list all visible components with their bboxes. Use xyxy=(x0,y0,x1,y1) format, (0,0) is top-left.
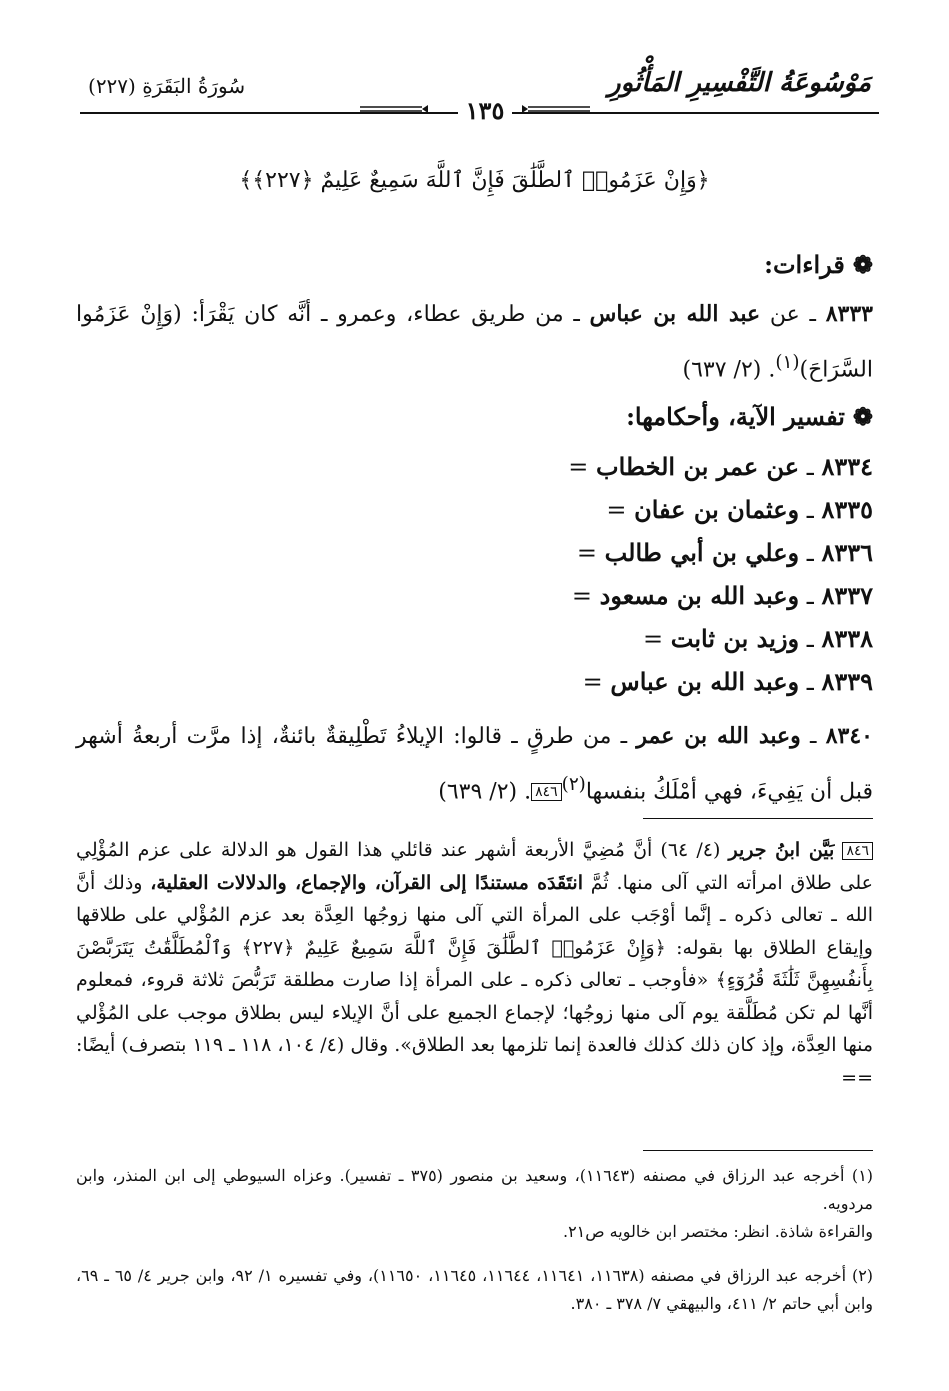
narration-text: ـ عن xyxy=(769,302,816,327)
narration-dash: ـ xyxy=(806,539,814,567)
footnote-1 xyxy=(76,1162,873,1246)
narrator-name: وزيد بن ثابت xyxy=(670,624,800,653)
narration-number: ٨٣٤٠ xyxy=(825,723,873,749)
footnote-2-text: (٢) أخرجه عبد الرزاق في مصنفه (١١٦٣٨، ١١٦٤١، ١١٦٤٤، ١١٦٤٥، ١١٦٥٠)، وفي تفسيره ١/ ٩٢، وابن جرير ٤/ ٦٥ ـ ٦٩، وابن أبي حاتم ٢/ ٤١١، والبيهقي ٧/ ٣٧٨ ـ ٣٨٠. xyxy=(76,1266,874,1313)
quran-quote: ﴿وَإِنْ عَزَمُوا۟ ٱلطَّلَٰقَ فَإِنَّ ٱللَّهَ سَمِيعٌ عَلِيمٌ ﴿٢٢٧﴾ وَٱلْمُطَلَّقَٰتُ يَتَرَبَّصْنَ بِأَنفُسِهِنَّ ثَلَٰثَةَ قُرُوٓءٍ﴾ xyxy=(76,936,873,991)
qiraat-heading-text: قراءات: xyxy=(764,250,845,279)
narration-line xyxy=(568,452,873,481)
narrator-name: وعبد الله بن مسعود xyxy=(599,581,800,610)
tafsir-heading-text: تفسير الآية، وأحكامها: xyxy=(626,402,845,431)
narration-number: ٨٣٣٩ xyxy=(821,667,873,696)
narration-number: ٨٣٣٧ xyxy=(821,581,873,610)
commentary-box-marker[interactable]: ٨٤٦ xyxy=(531,783,562,801)
footnote-marker: (٢) xyxy=(561,774,586,795)
ornament-right-icon xyxy=(520,103,590,115)
commentary-separator xyxy=(643,818,873,819)
narration-number: ٨٣٣٥ xyxy=(821,495,873,524)
narration-number: ٨٣٣٦ xyxy=(821,538,873,567)
volume-reference: . (٢/ ٦٣٩) xyxy=(438,779,532,805)
narration-text: ـ من طريق عطاء، وعمرو ـ أنَّه كان يَقْرَأ: (وَإِنْ عَزَمُوا السَّرَاحَ) xyxy=(76,302,873,383)
continuation-mark: = xyxy=(571,582,592,610)
continuation-mark: = xyxy=(643,625,664,653)
narrator-name: وعبد الله بن عمر xyxy=(636,723,801,749)
narration-line xyxy=(606,495,873,524)
footnote-1-note: والقراءة شاذة. انظر: مختصر ابن خالويه ص٢١. xyxy=(562,1222,873,1241)
footnotes-separator xyxy=(643,1150,873,1151)
narration-dash: ـ xyxy=(806,668,814,696)
commentary-bold: انتَقَدَه مستندًا إلى القرآن، والإجماع، والدلالات العقلية، xyxy=(150,871,583,894)
commentary-text: (٤/ ٦٤) أنَّ مُضِيَّ الأربعة أشهر عند قائلي هذا القول هو الدلالة على عزم المُؤْلِي على طلاق امرأته التي آلى منها. ثُمَّ xyxy=(76,839,873,894)
qiraat-heading xyxy=(764,250,873,279)
flower-ornament-icon: ❁ xyxy=(852,250,873,279)
continuation-mark: = xyxy=(606,496,627,524)
narrator-name: وعبد الله بن عباس xyxy=(610,667,800,696)
narration-text: ـ xyxy=(810,724,817,749)
flower-ornament-icon: ❁ xyxy=(852,402,873,431)
narration-dash: ـ xyxy=(806,625,814,653)
volume-reference: . (٢/ ٦٣٧) xyxy=(682,357,776,383)
narration-number: ٨٣٣٣ xyxy=(825,301,873,327)
continuation-mark: = xyxy=(568,453,589,481)
continuation-mark: = xyxy=(576,539,597,567)
header-book-title: مَوْسُوعَةُ التَّفْسِيرِ المَأْثُورِ xyxy=(608,68,871,98)
qiraat-paragraph xyxy=(76,290,873,394)
narration-line xyxy=(583,667,873,696)
narration-dash: ـ xyxy=(806,453,814,481)
tafsir-heading xyxy=(626,402,873,431)
commentary-bold: بَيَّن ابنُ جرير xyxy=(728,839,835,861)
footnote-1-text: (١) أخرجه عبد الرزاق في مصنفه (١١٦٤٣)، وسعيد بن منصور (٣٧٥ ـ تفسير). وعزاه السيوطي إلى ابن المنذر، وابن مردويه. xyxy=(76,1166,874,1213)
narrator-name: وعلي بن أبي طالب xyxy=(604,538,800,567)
narration-line xyxy=(577,538,873,567)
narration-line xyxy=(572,581,873,610)
narration-text: ـ من طرقٍ ـ قالوا: الإيلاءُ تَطْلِيقةٌ بائنةٌ، إذا مرَّت أربعةُ أشهر قبل أن يَفِيءَ، فهي أمْلَكُ بنفسها xyxy=(76,724,873,805)
commentary-text: «فأوجب ـ تعالى ذكره ـ على المرأة إذا صارت مطلقة تَرَبُّصَ ثلاثة قروء، فمعلوم أنَّها لم تكن مُطَلَّقة يوم آلى منها زوجُها؛ لإجماع الجميع على أنَّ الإيلاء ليس بطلاق موجب على المُؤْلي منها العِدَّة، وإذ كان ذلك كذلك فالعدة إنما تلزمها بعد الطلاق». وقال (٤/ ١٠٤، ١١٨ ـ ١١٩ بتصرف) أيضًا: == xyxy=(76,969,873,1089)
narration-dash: ـ xyxy=(806,582,814,610)
commentary-box-marker: ٨٤٦ xyxy=(842,842,873,860)
commentary-note xyxy=(76,834,873,1094)
narration-number: ٨٣٣٤ xyxy=(821,452,873,481)
narration-line xyxy=(643,624,873,653)
page-number: ١٣٥ xyxy=(458,96,513,125)
verse-heading: ﴿وَإِنْ عَزَمُوا۟ ٱلطَّلَٰقَ فَإِنَّ ٱللَّهَ سَمِيعٌ عَلِيمٌ ﴿٢٢٧﴾﴾ xyxy=(239,168,710,193)
narrator-name: وعثمان بن عفان xyxy=(634,495,800,524)
ornament-left-icon xyxy=(360,103,430,115)
continuation-mark: = xyxy=(582,668,603,696)
narration-8340 xyxy=(76,712,873,816)
narration-dash: ـ xyxy=(806,496,814,524)
header-surah-title: سُورَةُ البَقَرَةِ (٢٢٧) xyxy=(88,74,246,98)
footnote-marker: (١) xyxy=(775,352,800,373)
narrator-name: عن عمر بن الخطاب xyxy=(596,452,800,481)
narration-number: ٨٣٣٨ xyxy=(821,624,873,653)
narrator-name: عبد الله بن عباس xyxy=(589,301,761,327)
commentary-text: وذلك أنَّ الله ـ تعالى ذكره ـ إنَّما أوْجَب على المرأة التي آلى منها زوجُها العِدَّة بعد عزم المُؤْلي على طلاقها وإيقاع الطلاق بها بقوله: xyxy=(76,871,873,959)
footnote-2 xyxy=(76,1262,873,1318)
